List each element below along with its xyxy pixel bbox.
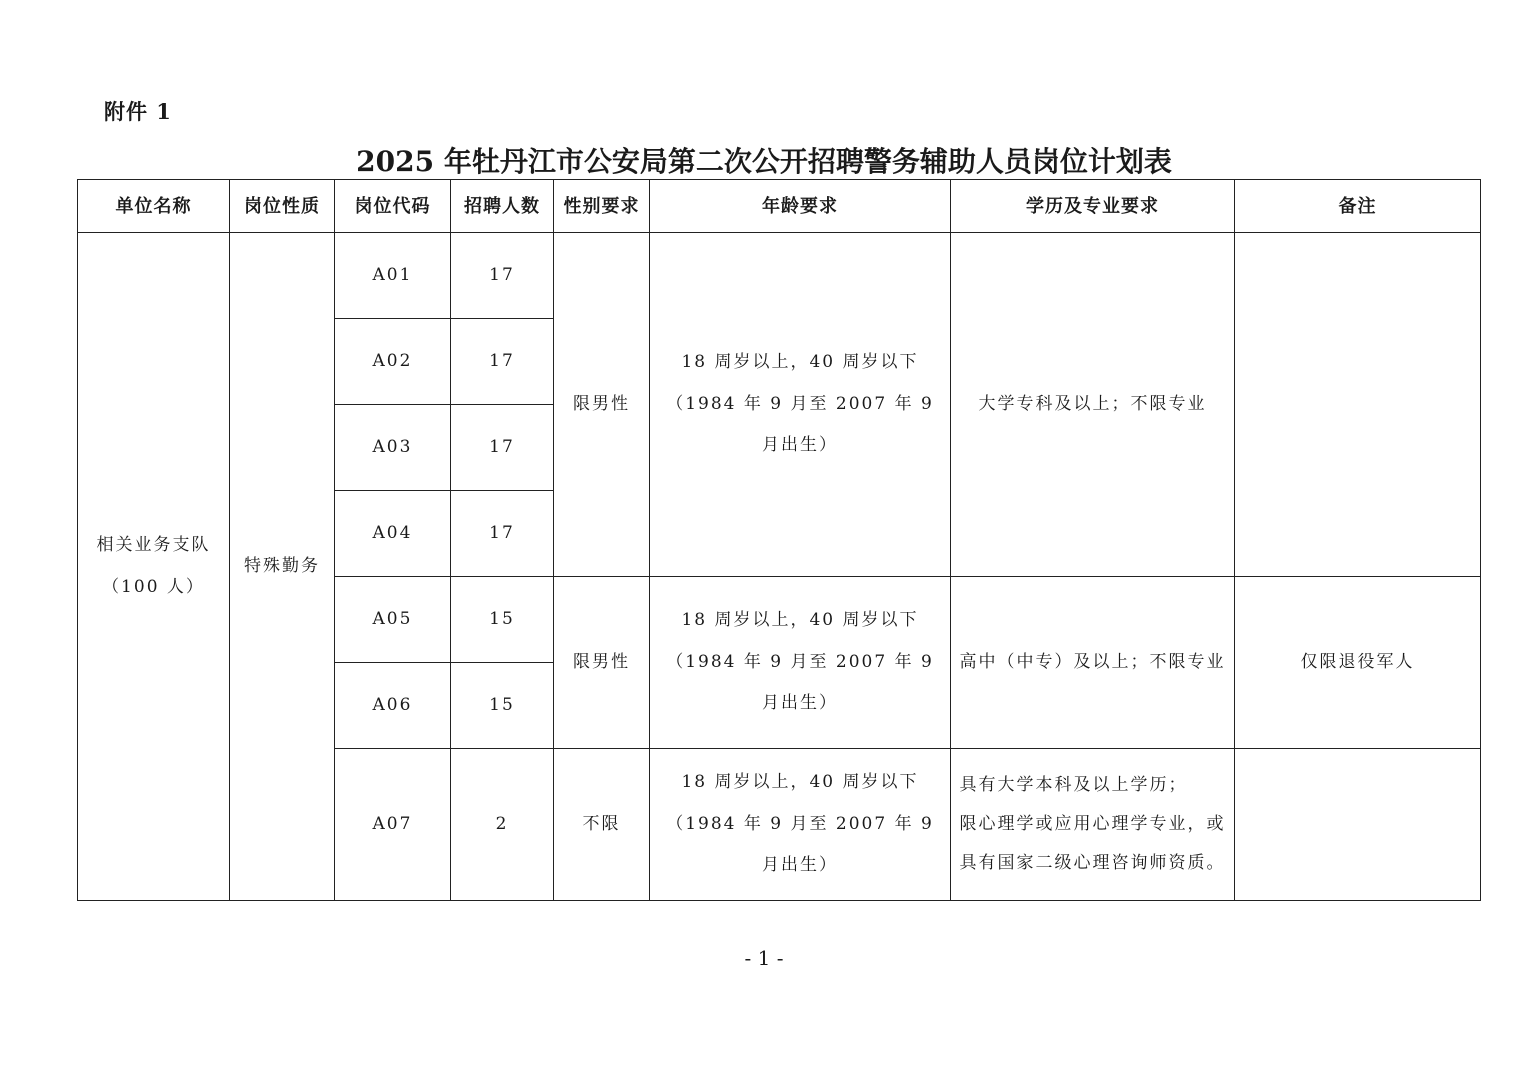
age-range: 18 周岁以上，40 周岁以下 [681, 610, 919, 631]
education-requirement [951, 749, 1235, 901]
unit-total: （100 人） [102, 576, 205, 597]
unit-name-cell [78, 233, 230, 901]
recruit-count: 17 [451, 491, 554, 577]
table-header-row [78, 180, 1481, 233]
birth-range: （1984 年 9 月至 2007 年 9 月出生） [666, 813, 934, 876]
page-number: - 1 - [744, 946, 784, 970]
post-nature-cell: 特殊勤务 [230, 233, 335, 901]
header-remark: 备注 [1235, 180, 1481, 233]
post-code: A05 [335, 577, 451, 663]
gender-requirement: 限男性 [554, 233, 650, 577]
header-gender: 性别要求 [554, 180, 650, 233]
recruitment-plan-table [77, 179, 1481, 901]
gender-requirement: 不限 [554, 749, 650, 901]
header-education: 学历及专业要求 [951, 180, 1235, 233]
education-requirement: 大学专科及以上；不限专业 [951, 233, 1235, 577]
age-range: 18 周岁以上，40 周岁以下 [681, 352, 919, 373]
recruit-count: 17 [451, 405, 554, 491]
post-code: A06 [335, 663, 451, 749]
recruit-count: 2 [451, 749, 554, 901]
recruit-count: 17 [451, 233, 554, 319]
post-code: A03 [335, 405, 451, 491]
gender-requirement: 限男性 [554, 577, 650, 749]
post-code: A01 [335, 233, 451, 319]
remark [1235, 749, 1481, 901]
post-code: A04 [335, 491, 451, 577]
table-row [78, 233, 1481, 319]
age-requirement [650, 577, 951, 749]
header-age: 年龄要求 [650, 180, 951, 233]
recruit-count: 15 [451, 663, 554, 749]
education-line: 具有国家二级心理咨询师资质。 [959, 853, 1226, 874]
age-requirement [650, 749, 951, 901]
unit-name: 相关业务支队 [96, 534, 211, 555]
education-line: 具有大学本科及以上学历； [959, 774, 1188, 795]
remark [1235, 233, 1481, 577]
header-post-code: 岗位代码 [335, 180, 451, 233]
document-title: 2025 年牡丹江市公安局第二次公开招聘警务辅助人员岗位计划表 [356, 145, 1172, 178]
recruit-count: 15 [451, 577, 554, 663]
header-recruit-count: 招聘人数 [451, 180, 554, 233]
education-requirement: 高中（中专）及以上；不限专业 [951, 577, 1235, 749]
age-range: 18 周岁以上，40 周岁以下 [681, 772, 919, 793]
header-post-nature: 岗位性质 [230, 180, 335, 233]
birth-range: （1984 年 9 月至 2007 年 9 月出生） [666, 393, 934, 456]
post-code: A07 [335, 749, 451, 901]
birth-range: （1984 年 9 月至 2007 年 9 月出生） [666, 651, 934, 714]
education-line: 限心理学或应用心理学专业，或 [959, 813, 1226, 834]
age-requirement [650, 233, 951, 577]
attachment-label: 附件 1 [104, 99, 172, 124]
header-unit-name: 单位名称 [78, 180, 230, 233]
recruit-count: 17 [451, 319, 554, 405]
post-code: A02 [335, 319, 451, 405]
remark: 仅限退役军人 [1235, 577, 1481, 749]
